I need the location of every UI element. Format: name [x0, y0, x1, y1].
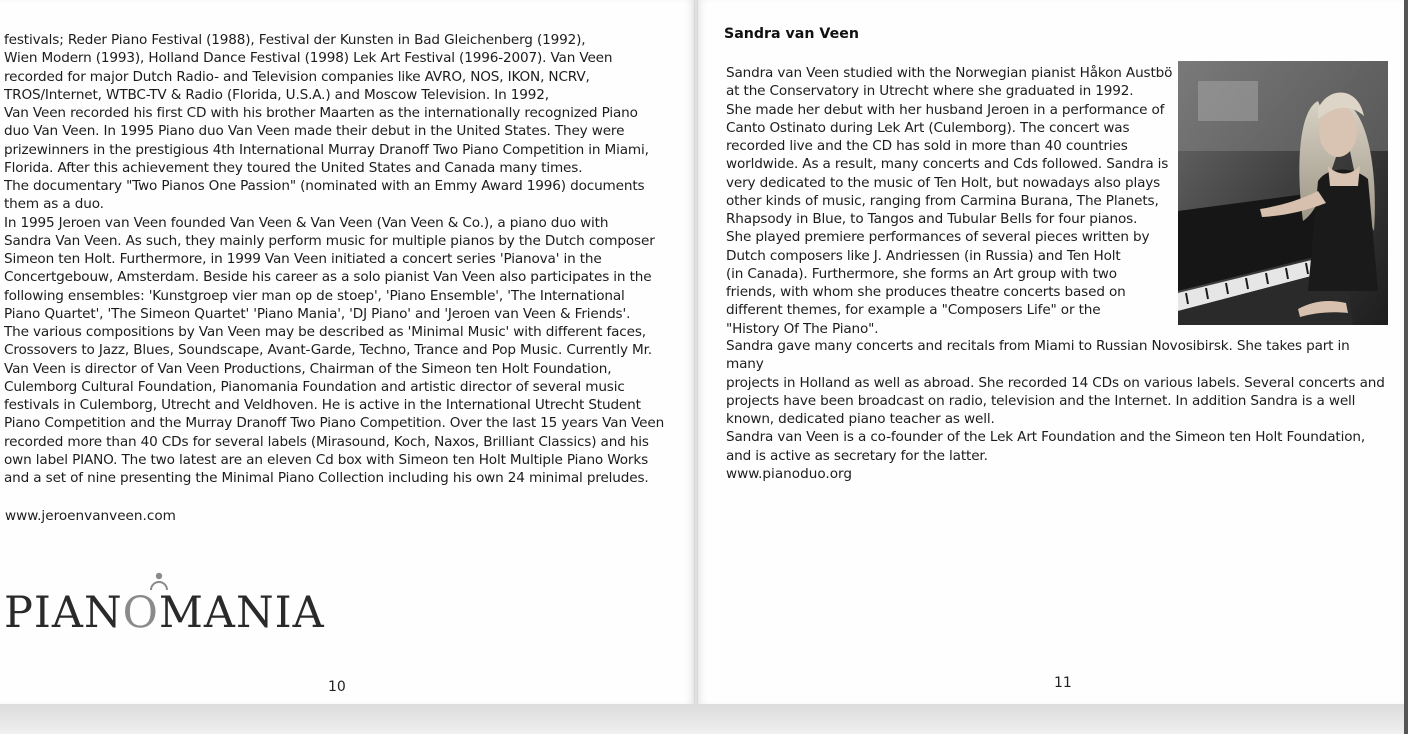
- text-line: recorded for major Dutch Radio- and Television companies like AVRO, NOS, IKON, NCRV,: [4, 68, 590, 85]
- logo-o: O: [122, 588, 159, 638]
- text-line: Sandra Van Veen. As such, they mainly perform music for multiple pianos by the Dutch composer: [4, 232, 655, 249]
- text-line: TROS/Internet, WTBC-TV & Radio (Florida, U.S.A.) and Moscow Television. In 1992,: [4, 86, 549, 103]
- text-line: at the Conservatory in Utrecht where she graduated in 1992.: [726, 83, 1134, 100]
- text-line: She played premiere performances of several pieces written by: [726, 229, 1150, 246]
- text-line: Concertgebouw, Amsterdam. Beside his career as a solo pianist Van Veen also participates in the: [4, 269, 652, 286]
- text-line: Culemborg Cultural Foundation, Pianomania Foundation and artistic director of several music: [4, 378, 625, 395]
- text-line: friends, with whom she produces theatre concerts based on: [726, 284, 1126, 300]
- text-line: In 1995 Jeroen van Veen founded Van Veen & Van Veen (Van Veen & Co.), a piano duo with: [4, 214, 609, 231]
- piano-portrait-illustration: [1178, 61, 1388, 325]
- text-line: very dedicated to the music of Ten Holt, but nowadays also plays: [726, 174, 1161, 191]
- page-bottom-shadow: [0, 704, 1408, 734]
- text-line: "History Of The Piano".: [726, 320, 879, 337]
- text-line: The documentary "Two Pianos One Passion" (nominated with an Emmy Award 1996) documents: [4, 178, 645, 194]
- website-link-pianoduo[interactable]: www.pianoduo.org: [726, 466, 853, 482]
- page-number-left: 10: [328, 679, 346, 695]
- right-body-text-upper: [726, 64, 1174, 338]
- text-line: Simeon ten Holt. Furthermore, in 1999 Van Veen initiated a concert series 'Pianova' in the: [4, 251, 602, 267]
- text-line: them as a duo.: [4, 196, 104, 213]
- text-line: projects have been broadcast on radio, television and the Internet. In addition Sandra is a well: [726, 392, 1356, 409]
- text-line: Van Veen recorded his first CD with his brother Maarten as the internationally recognized Piano: [4, 105, 638, 121]
- text-line: Piano Quartet', 'The Simeon Quartet' 'Piano Mania', 'DJ Piano' and 'Jeroen van Veen & Friends'.: [4, 305, 631, 322]
- text-line: Crossovers to Jazz, Blues, Soundscape, Avant-Garde, Techno, Trance and Pop Music. Currently Mr.: [4, 342, 652, 359]
- section-heading: Sandra van Veen: [724, 26, 859, 42]
- text-line: Sandra gave many concerts and recitals from Miami to Russian Novosibirsk. She takes part in many: [726, 338, 1350, 373]
- text-line: recorded more than 40 CDs for several labels (Mirasound, Koch, Naxos, Brilliant Classics) and his: [4, 433, 649, 450]
- text-line: different themes, for example a "Composers Life" or the: [726, 302, 1101, 319]
- text-line: recorded live and the CD has sold in more than 40 countries: [726, 138, 1128, 154]
- text-line: Florida. After this achievement they toured the United States and Canada many times.: [4, 159, 583, 176]
- left-body-text: [4, 31, 670, 487]
- text-line: projects in Holland as well as abroad. She recorded 14 CDs on various labels. Several concerts and: [726, 374, 1385, 391]
- text-line: and a set of nine presenting the Minimal Piano Collection including his own 24 minimal preludes.: [4, 470, 649, 486]
- text-line: following ensembles: 'Kunstgroep vier man op de stoep', 'Piano Ensemble', 'The International: [4, 287, 625, 304]
- text-line: Rhapsody in Blue, to Tangos and Tubular Bells for four pianos.: [726, 211, 1138, 227]
- logo-part-2: MANIA: [158, 588, 325, 638]
- text-line: The various compositions by Van Veen may be described as 'Minimal Music' with different faces,: [4, 324, 646, 340]
- text-line: worldwide. As a result, many concerts and Cds followed. Sandra is: [726, 156, 1169, 173]
- text-line: Sandra van Veen is a co-founder of the Lek Art Foundation and the Simeon ten Holt Foundation,: [726, 429, 1366, 446]
- scan-edge: [1404, 0, 1408, 734]
- text-line: festivals in Culemborg, Utrecht and Veldhoven. He is active in the International Utrecht Student: [4, 397, 641, 413]
- text-line: prizewinners in the prestigious 4th International Murray Dranoff Two Piano Competition in Miami,: [4, 141, 649, 158]
- text-line: She made her debut with her husband Jeroen in a performance of: [726, 101, 1165, 118]
- text-line: duo Van Veen. In 1995 Piano duo Van Veen made their debut in the United States. They were: [4, 123, 625, 140]
- website-link-jeroen[interactable]: www.jeroenvanveen.com: [5, 508, 176, 524]
- text-line: Wien Modern (1993), Holland Dance Festival (1998) Lek Art Festival (1996-2007). Van Veen: [4, 50, 613, 67]
- right-body-text-lower: [726, 337, 1386, 465]
- pianomania-logo: [4, 566, 344, 636]
- text-line: and is active as secretary for the latter.: [726, 447, 988, 464]
- logo-part-1: PIAN: [4, 588, 123, 638]
- text-line: other kinds of music, ranging from Carmina Burana, The Planets,: [726, 192, 1159, 209]
- text-line: known, dedicated piano teacher as well.: [726, 411, 995, 427]
- text-line: festivals; Reder Piano Festival (1988), Festival der Kunsten in Bad Gleichenberg (1992),: [4, 32, 586, 48]
- text-line: own label PIANO. The two latest are an eleven Cd box with Simeon ten Holt Multiple Piano Works: [4, 451, 649, 468]
- text-line: Canto Ostinato during Lek Art (Culemborg). The concert was: [726, 119, 1130, 136]
- page-number-right: 11: [1054, 675, 1072, 691]
- text-line: Piano Competition and the Murray Dranoff Two Piano Competition. Over the last 15 years Van Veen: [4, 415, 665, 432]
- left-page: [0, 0, 694, 704]
- text-line: Sandra van Veen studied with the Norwegian pianist Håkon Austbö: [726, 65, 1173, 81]
- text-line: Van Veen is director of Van Veen Productions, Chairman of the Simeon ten Holt Foundation,: [4, 360, 612, 377]
- right-page: [698, 0, 1404, 704]
- text-line: Dutch composers like J. Andriessen (in Russia) and Ten Holt: [726, 247, 1121, 264]
- logo-wordmark: [4, 588, 325, 638]
- portrait-photo: [1178, 61, 1388, 325]
- text-line: (in Canada). Furthermore, she forms an Art group with two: [726, 265, 1117, 282]
